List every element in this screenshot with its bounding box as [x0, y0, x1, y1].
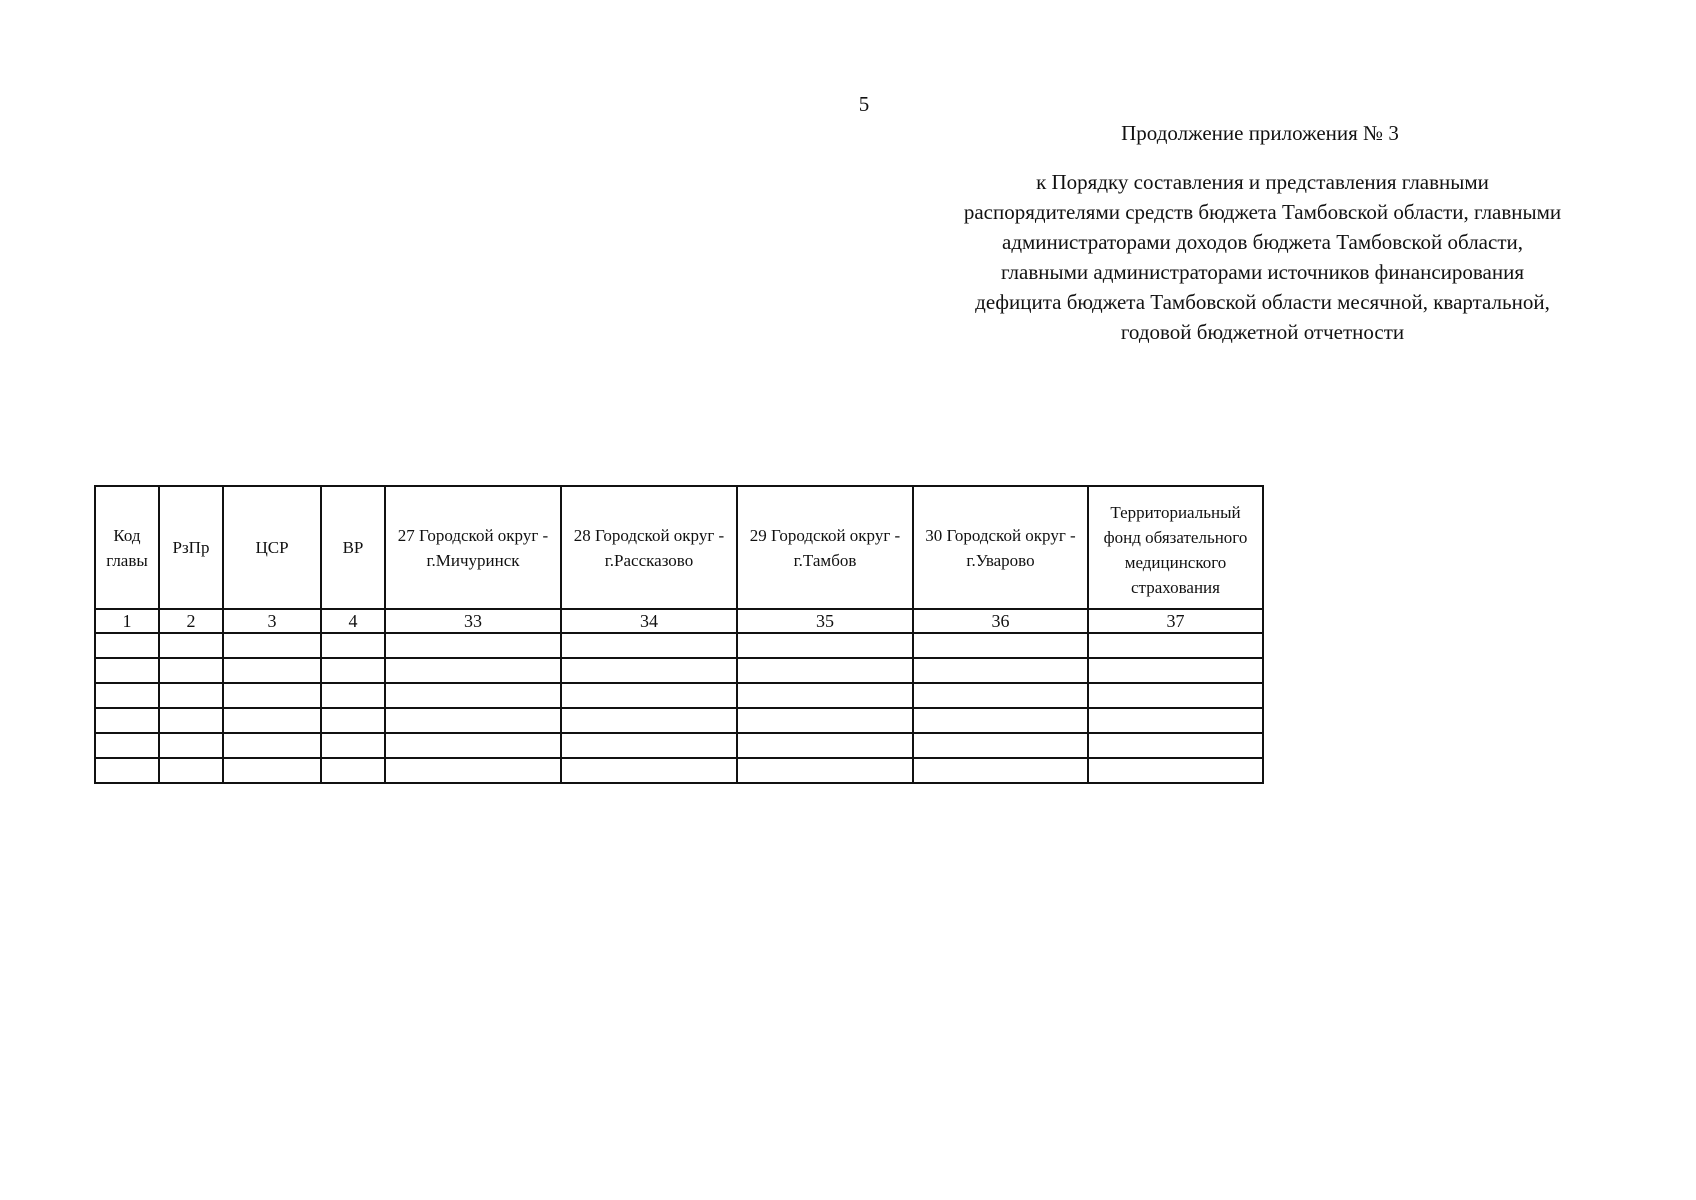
table-cell [95, 658, 159, 683]
table-cell [95, 758, 159, 783]
table-cell [223, 683, 321, 708]
table-cell [737, 658, 913, 683]
header-label: 29 Городской округ - г.Тамбов [749, 525, 901, 570]
table-row [95, 658, 1263, 683]
table-cell [737, 758, 913, 783]
table-cell [561, 733, 737, 758]
table-cell [159, 658, 223, 683]
table-cell [95, 633, 159, 658]
table-cell [1088, 683, 1263, 708]
table-cell [1088, 733, 1263, 758]
table-cell [913, 633, 1088, 658]
table-cell [223, 658, 321, 683]
table-cell [159, 683, 223, 708]
header-uvarovo [913, 486, 1088, 609]
table-cell [385, 658, 561, 683]
appendix-subtitle-line: годовой бюджетной отчетности [1120, 320, 1405, 344]
table-cell [737, 633, 913, 658]
column-number: 37 [1088, 609, 1263, 633]
table-cell [321, 683, 385, 708]
table-cell [321, 758, 385, 783]
table-cell [159, 758, 223, 783]
appendix-subtitle-line: дефицита бюджета Тамбовской области месячной, квартальной, [975, 290, 1550, 314]
report-table [94, 485, 1264, 784]
table-cell [321, 658, 385, 683]
table-cell [1088, 633, 1263, 658]
column-number: 3 [223, 609, 321, 633]
table-cell [1088, 708, 1263, 733]
header-tambov [737, 486, 913, 609]
table-cell [561, 758, 737, 783]
table-cell [385, 708, 561, 733]
table-row [95, 683, 1263, 708]
table-cell [737, 733, 913, 758]
table-cell [561, 683, 737, 708]
header-label: 28 Городской округ - г.Рассказово [573, 525, 725, 570]
table-row [95, 758, 1263, 783]
header-expense-type [321, 486, 385, 609]
table-cell [321, 733, 385, 758]
appendix-title: Продолжение приложения № 3 [1121, 121, 1399, 145]
table-cell [95, 733, 159, 758]
header-target-article [223, 486, 321, 609]
header-chapter-code [95, 486, 159, 609]
table-cell [385, 758, 561, 783]
column-number-row [95, 609, 1263, 633]
table-cell [385, 733, 561, 758]
header-label: 30 Городской округ - г.Уварово [925, 525, 1076, 570]
table-cell [159, 633, 223, 658]
table-cell [95, 683, 159, 708]
table-cell [1088, 758, 1263, 783]
appendix-subtitle-line: администраторами доходов бюджета Тамбовской области, [1002, 230, 1523, 254]
table-cell [223, 708, 321, 733]
table-cell [913, 733, 1088, 758]
column-number: 35 [737, 609, 913, 633]
table-row [95, 733, 1263, 758]
table-cell [159, 708, 223, 733]
table-row [95, 708, 1263, 733]
table-header-row [95, 486, 1263, 609]
table-cell [223, 733, 321, 758]
table-cell [385, 683, 561, 708]
appendix-subtitle-line: главными администраторами источников финансирования [1001, 260, 1524, 284]
appendix-subtitle-line: к Порядку составления и представления главными [1036, 170, 1489, 194]
header-label: 27 Городской округ - г.Мичуринск [397, 525, 549, 570]
header-rasskazovo [561, 486, 737, 609]
appendix-subtitle [900, 167, 1625, 347]
header-label: Территориальный фонд обязательного медицинского страхования [1103, 502, 1248, 597]
appendix-subtitle-line: распорядителями средств бюджета Тамбовской области, главными [963, 200, 1562, 224]
header-michurinsk [385, 486, 561, 609]
column-number: 2 [159, 609, 223, 633]
header-label: РзПр [172, 538, 210, 557]
column-number: 33 [385, 609, 561, 633]
header-label: Код главы [106, 525, 148, 570]
table-cell [95, 708, 159, 733]
table-cell [223, 633, 321, 658]
header-label: ВР [342, 538, 364, 557]
table-cell [159, 733, 223, 758]
table-cell [913, 658, 1088, 683]
column-number: 1 [95, 609, 159, 633]
table-cell [561, 658, 737, 683]
column-number: 34 [561, 609, 737, 633]
table-cell [561, 633, 737, 658]
table-cell [1088, 658, 1263, 683]
table-cell [321, 708, 385, 733]
table-cell [737, 683, 913, 708]
table-cell [913, 683, 1088, 708]
header-health-insurance-fund [1088, 486, 1263, 609]
page-number: 5 [858, 92, 870, 116]
table-cell [737, 708, 913, 733]
header-label: ЦСР [255, 538, 289, 557]
table-cell [321, 633, 385, 658]
table-cell [561, 708, 737, 733]
header-section-subsection [159, 486, 223, 609]
table-cell [913, 708, 1088, 733]
table-cell [913, 758, 1088, 783]
table-cell [385, 633, 561, 658]
table-row [95, 633, 1263, 658]
column-number: 4 [321, 609, 385, 633]
column-number: 36 [913, 609, 1088, 633]
table-cell [223, 758, 321, 783]
